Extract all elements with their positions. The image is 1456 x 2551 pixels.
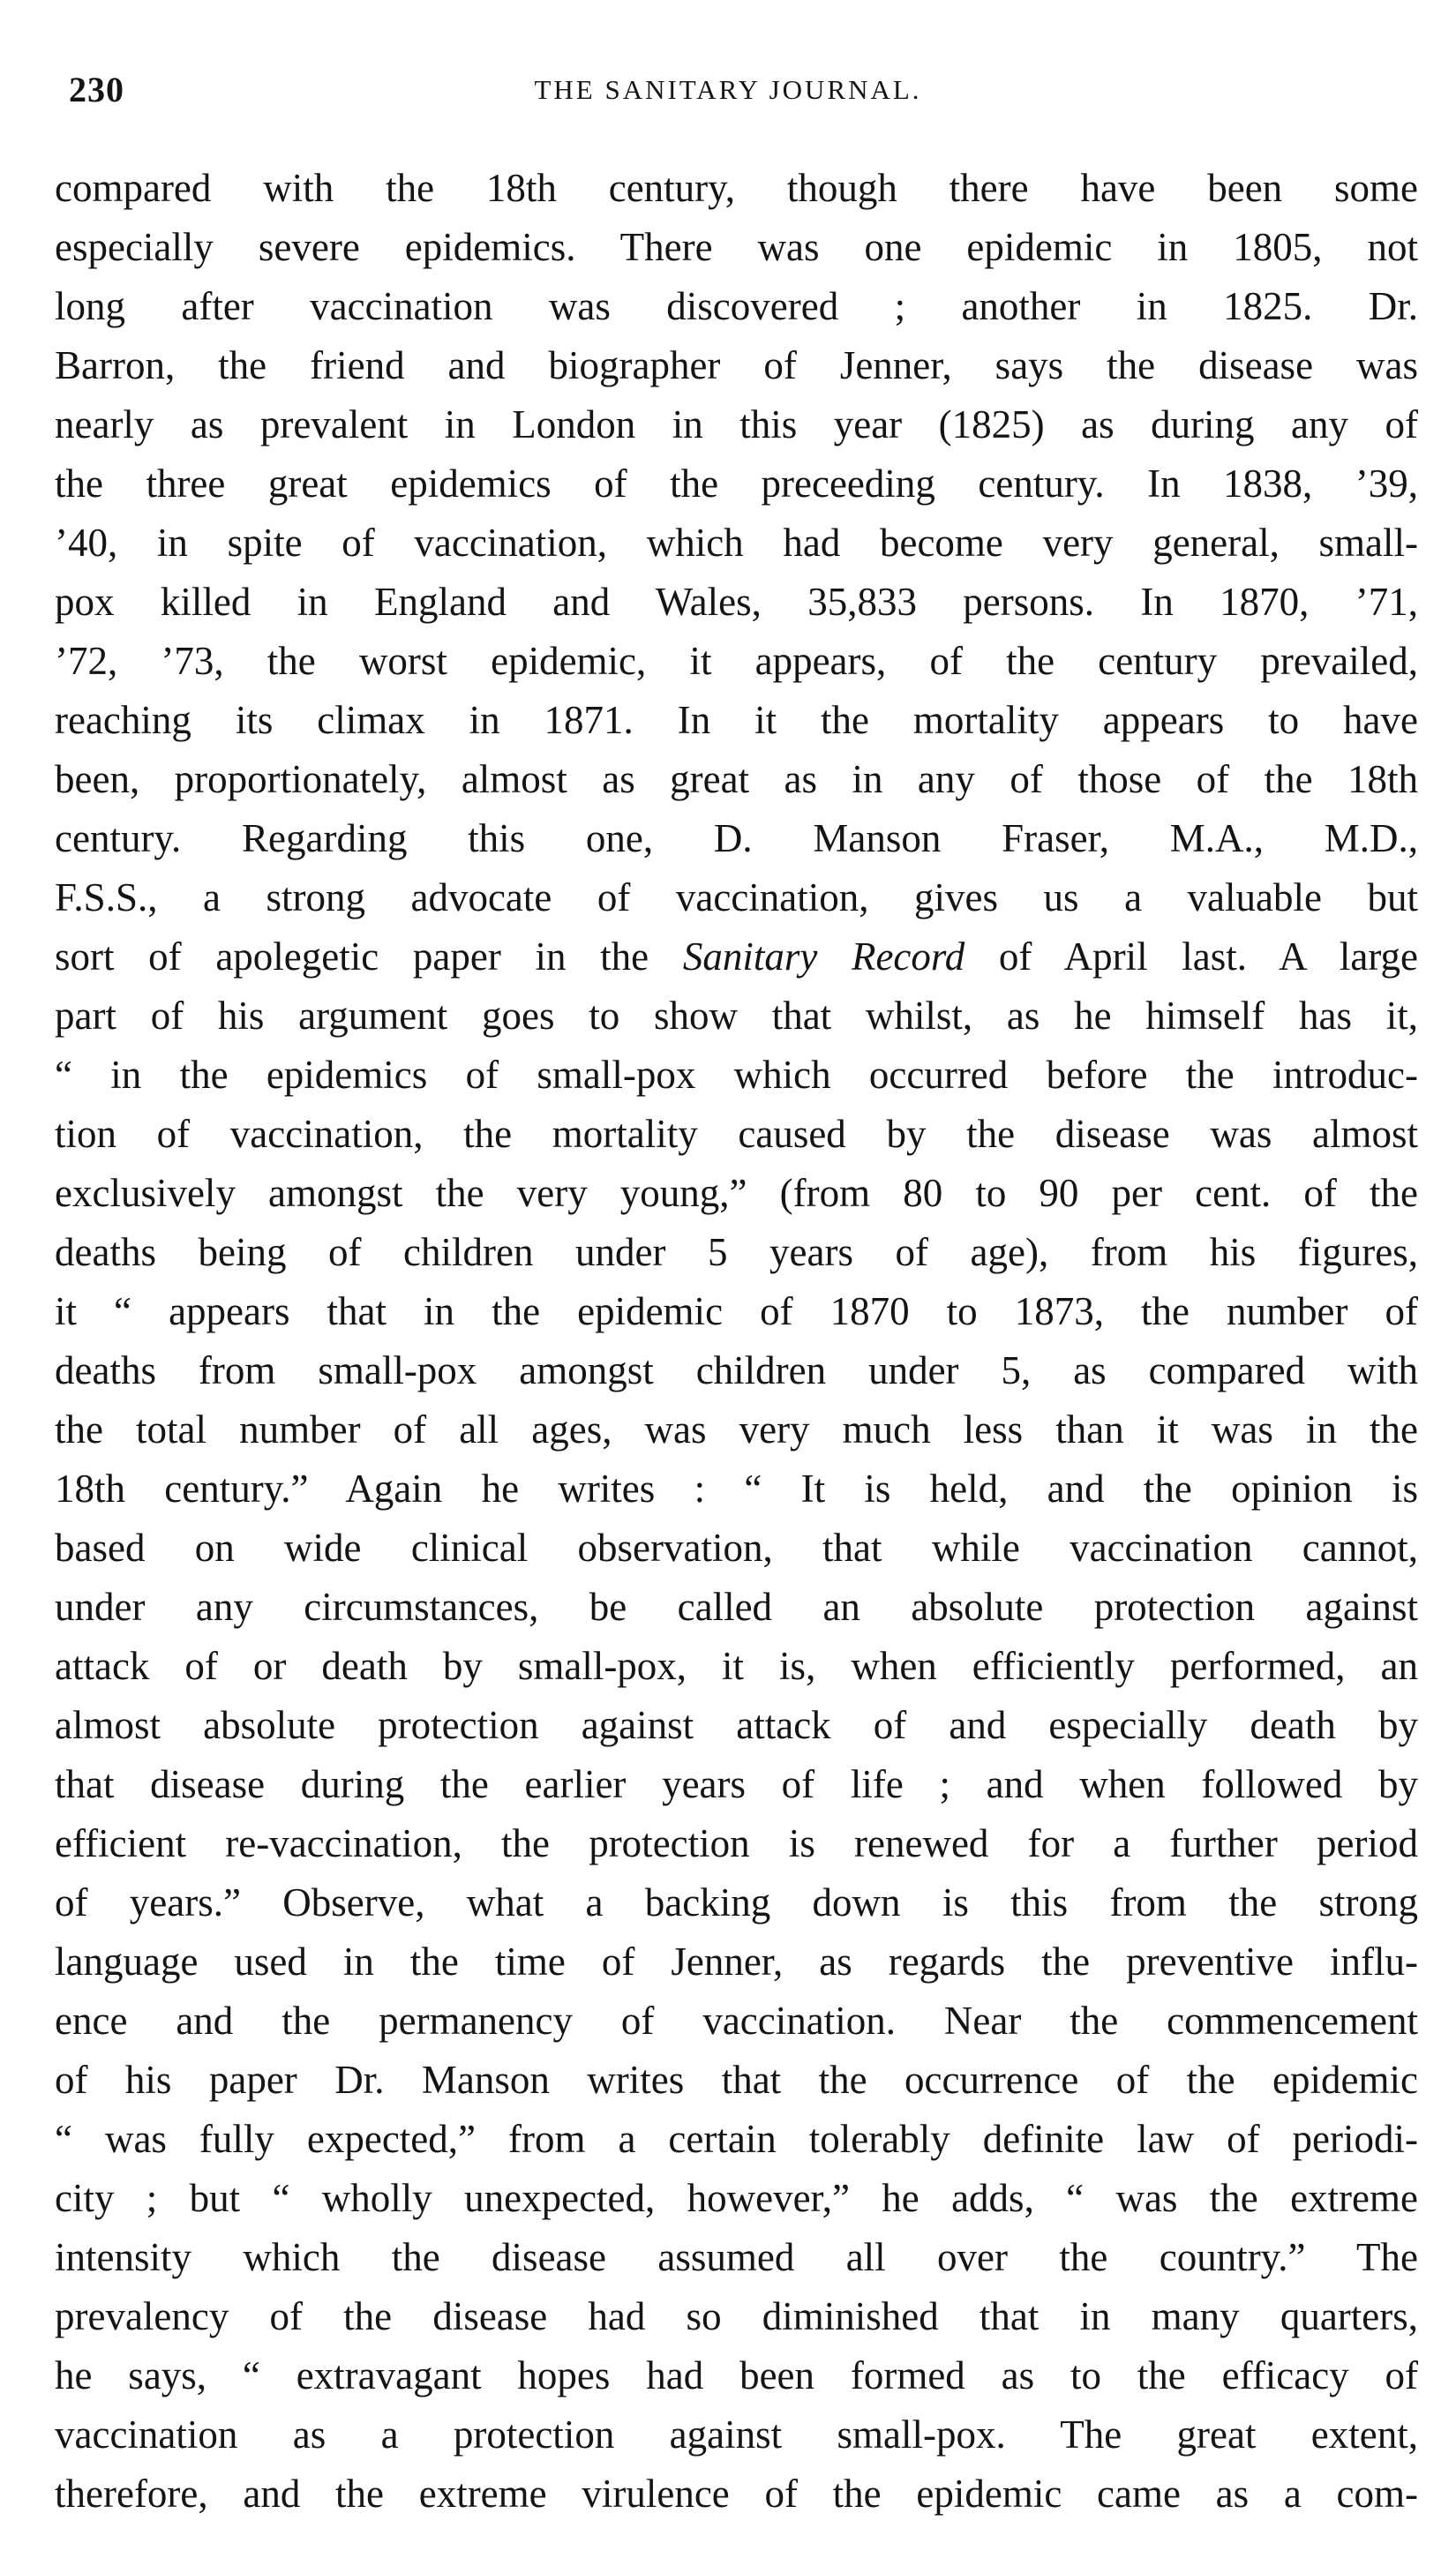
text-line: Barron, the friend and biographer of Jenner, says the disease was [55,343,1418,387]
text-line: attack of or death by small-pox, it is, when efficiently performed, an [55,1644,1418,1688]
text-line: long after vaccination was discovered ; another in 1825. Dr. [55,284,1418,328]
text-line: especially severe epidemics. There was one epidemic in 1805, not [55,225,1418,269]
text-line: he says, “ extravagant hopes had been formed as to the efficacy of [55,2353,1418,2397]
text-line: almost absolute protection against attack of and especially death by [55,1703,1418,1747]
text-line-with-italic [55,927,1418,987]
text-line: prevalency of the disease had so diminished that in many quarters, [55,2294,1418,2338]
text-line: part of his argument goes to show that whilst, as he himself has it, [55,994,1418,1038]
running-head [69,69,1387,122]
text-line: intensity which the disease assumed all over the country.” The [55,2235,1418,2279]
text-line: 18th century.” Again he writes : “ It is held, and the opinion is [55,1467,1418,1511]
text-line: ence and the permanency of vaccination. Near the commencement [55,1999,1418,2043]
text-line: based on wide clinical observation, that while vaccination cannot, [55,1526,1418,1570]
text-line: tion of vaccination, the mortality caused by the disease was almost [55,1112,1418,1156]
text-line: under any circumstances, be called an absolute protection against [55,1585,1418,1629]
text-line: “ was fully expected,” from a certain tolerably definite law of periodi- [55,2117,1418,2161]
text-line: vaccination as a protection against small-pox. The great extent, [55,2412,1418,2457]
text-line: that disease during the earlier years of life ; and when followed by [55,1762,1418,1806]
text-run: sort of apolegetic paper in the [55,934,683,979]
journal-title: THE SANITARY JOURNAL. [534,74,922,105]
text-line: been, proportionately, almost as great as in any of those of the 18th [55,757,1418,801]
body-text [55,159,1418,2524]
text-line: of his paper Dr. Manson writes that the occurrence of the epidemic [55,2058,1418,2102]
text-line: century. Regarding this one, D. Manson Fraser, M.A., M.D., [55,816,1418,860]
text-line: exclusively amongst the very young,” (from 80 to 90 per cent. of the [55,1171,1418,1215]
text-line: deaths being of children under 5 years of age), from his figures, [55,1230,1418,1274]
text-line: reaching its climax in 1871. In it the mortality appears to have [55,698,1418,742]
text-line: ’72, ’73, the worst epidemic, it appears, of the century prevailed, [55,639,1418,683]
text-line: “ in the epidemics of small-pox which occurred before the introduc- [55,1053,1418,1097]
text-line: therefore, and the extreme virulence of the epidemic came as a com- [55,2472,1418,2516]
text-line: nearly as prevalent in London in this year (1825) as during any of [55,402,1418,446]
italic-title: Sanitary Record [682,934,965,979]
text-line: city ; but “ wholly unexpected, however,” he adds, “ was the extreme [55,2176,1418,2220]
text-run: of April last. A large [964,934,1418,979]
text-line: ’40, in spite of vaccination, which had become very general, small- [55,521,1418,565]
text-line: pox killed in England and Wales, 35,833 persons. In 1870, ’71, [55,580,1418,624]
text-line: compared with the 18th century, though there have been some [55,166,1418,210]
text-line: of years.” Observe, what a backing down is this from the strong [55,1880,1418,1925]
text-line: deaths from small-pox amongst children under 5, as compared with [55,1348,1418,1392]
text-line: efficient re-vaccination, the protection is renewed for a further period [55,1821,1418,1865]
text-line: F.S.S., a strong advocate of vaccination, gives us a valuable but [55,875,1418,919]
text-line: the three great epidemics of the preceeding century. In 1838, ’39, [55,461,1418,506]
text-line: the total number of all ages, was very much less than it was in the [55,1407,1418,1452]
page-number: 230 [69,70,124,109]
text-line: language used in the time of Jenner, as regards the preventive influ- [55,1940,1418,1984]
text-line: it “ appears that in the epidemic of 1870 to 1873, the number of [55,1289,1418,1333]
